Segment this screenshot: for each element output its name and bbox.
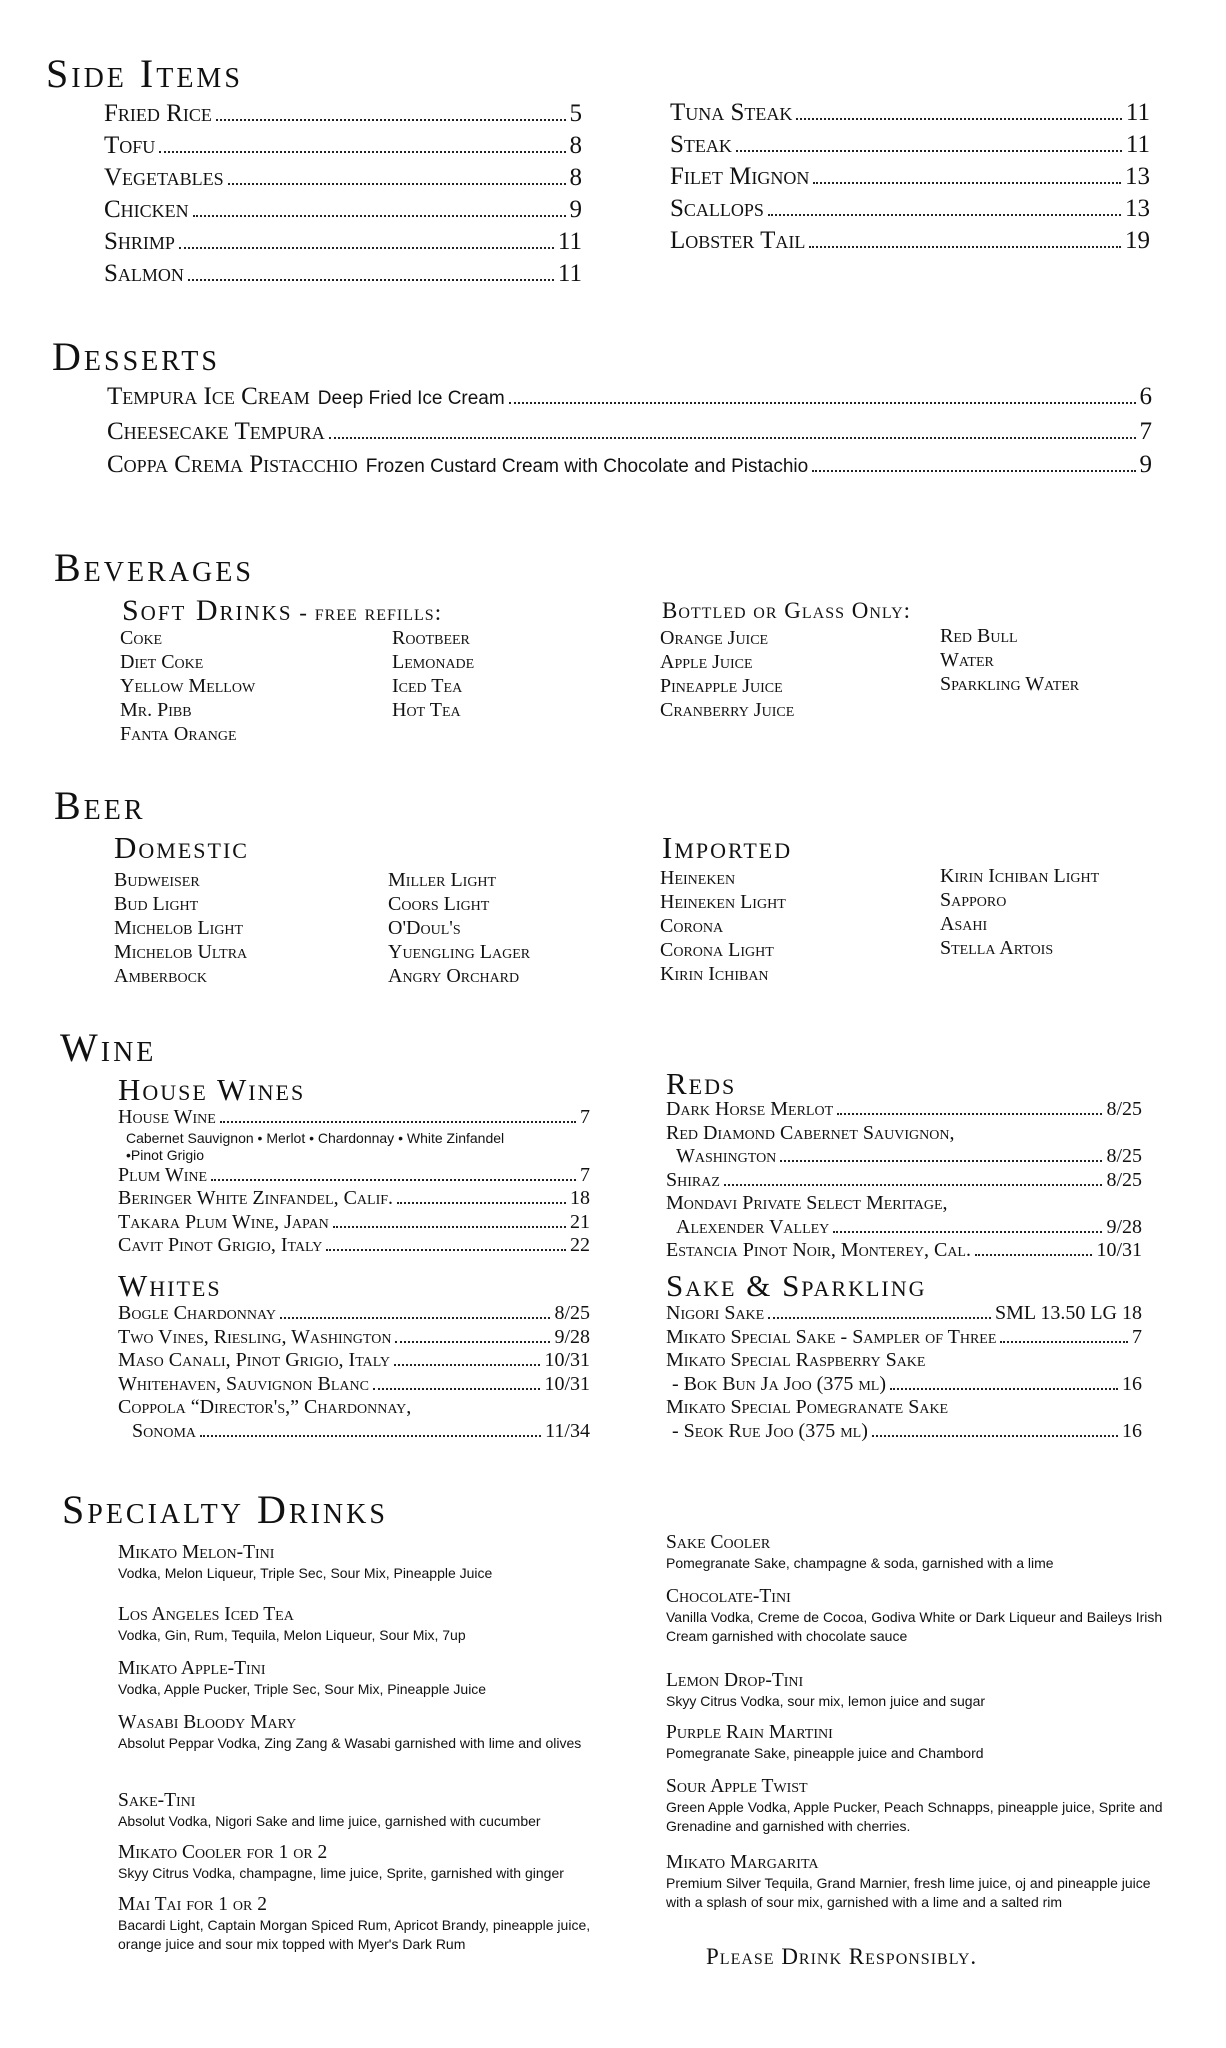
menu-item — [670, 97, 1150, 129]
desserts-title: Desserts — [52, 334, 220, 379]
dot-leader — [1000, 1341, 1128, 1343]
item-name: Alexender Valley — [676, 1215, 830, 1238]
domestic-col2 — [388, 868, 530, 988]
item-name: Plum Wine — [118, 1163, 208, 1186]
menu-item — [118, 1106, 590, 1130]
list-item: Corona — [660, 915, 724, 937]
item-name: - Bok Bun Ja Joo (375 ml) — [672, 1372, 886, 1395]
menu-item — [666, 1373, 1142, 1397]
whites-title: Whites — [118, 1268, 222, 1303]
item-price: 11 — [557, 228, 582, 255]
list-item: Asahi — [940, 913, 988, 935]
drink-description: Pomegranate Sake, champagne & soda, garnished with a lime — [666, 1555, 1054, 1571]
item-name: Two Vines, Riesling, Washington — [118, 1325, 392, 1348]
list-item: Cranberry Juice — [660, 699, 795, 721]
menu-item — [666, 1302, 1142, 1326]
dot-leader — [812, 470, 1135, 472]
menu-item — [104, 130, 582, 162]
drink-name: Mikato Apple-Tini — [118, 1658, 266, 1679]
beer-title: Beer — [54, 783, 146, 828]
drink-description: Vanilla Vodka, Creme de Cocoa, Godiva White or Dark Liqueur and Baileys Irish Cream garnished with chocolate sauce — [666, 1609, 1163, 1644]
item-price: 13 — [1125, 195, 1150, 222]
list-item: Sparkling Water — [940, 673, 1080, 695]
dot-leader — [872, 1435, 1118, 1437]
drink-name: Purple Rain Martini — [666, 1722, 833, 1743]
dot-leader — [193, 215, 566, 217]
list-item: Miller Light — [388, 869, 497, 891]
item-name: - Seok Rue Joo (375 ml) — [672, 1419, 868, 1442]
item-price: 18 — [570, 1187, 590, 1209]
item-price: 7 — [1132, 1325, 1142, 1348]
item-price: SML 13.50 LG 18 — [994, 1302, 1142, 1324]
item-price: 8/25 — [554, 1302, 590, 1324]
dot-leader — [333, 1226, 566, 1228]
item-name: Vegetables — [104, 164, 224, 191]
list-item: Diet Coke — [120, 651, 204, 673]
house-wines-list — [118, 1106, 590, 1258]
dot-leader — [975, 1254, 1092, 1256]
item-price: 9 — [569, 196, 582, 223]
menu-item-name-line: Mondavi Private Select Meritage, — [666, 1192, 948, 1214]
item-name: Mikato Special Sake - Sampler of Three — [666, 1325, 997, 1348]
menu-item-name-line: Mikato Special Pomegranate Sake — [666, 1396, 949, 1418]
item-price: 8/25 — [1106, 1098, 1142, 1120]
dot-leader — [373, 1388, 540, 1390]
dot-leader — [724, 1184, 1103, 1186]
soft-drinks-subtitle: - free refills: — [292, 600, 443, 625]
drink-description: Green Apple Vodka, Apple Pucker, Peach Schnapps, pineapple juice, Sprite and Grenadine and garnished with cherries. — [666, 1799, 1163, 1834]
desserts-list — [107, 380, 1152, 483]
bottled-title: Bottled or Glass Only: — [662, 598, 912, 623]
drink-description: Absolut Peppar Vodka, Zing Zang & Wasabi garnished with lime and olives — [118, 1735, 582, 1751]
item-name: Chicken — [104, 196, 189, 223]
menu-item — [666, 1239, 1142, 1263]
dot-leader — [395, 1341, 550, 1343]
list-item: Water — [940, 649, 994, 671]
list-item: Coke — [120, 627, 163, 649]
item-price: 21 — [570, 1210, 590, 1233]
bottled-col1 — [660, 626, 794, 722]
menu-item-name-line: Coppola “Director's,” Chardonnay, — [118, 1396, 412, 1418]
menu-item — [104, 162, 582, 194]
list-item: Yuengling Lager — [388, 941, 531, 963]
item-name: Fried Rice — [104, 100, 212, 127]
menu-item — [670, 129, 1150, 161]
item-name: Steak — [670, 131, 732, 158]
item-price: 9/28 — [554, 1325, 590, 1348]
soft-drinks-heading — [122, 596, 442, 626]
menu-item — [118, 1187, 590, 1211]
specialty-item — [666, 1532, 1166, 1573]
domestic-title: Domestic — [114, 830, 249, 865]
list-item: Kirin Ichiban Light — [940, 865, 1100, 887]
side-items-right — [670, 97, 1150, 257]
dot-leader — [780, 1160, 1102, 1162]
item-name: Cavit Pinot Grigio, Italy — [118, 1234, 323, 1256]
menu-item — [118, 1302, 590, 1326]
item-name: Cheesecake Tempura — [107, 418, 325, 445]
dot-leader — [159, 151, 565, 153]
menu-item-name-line: Mikato Special Raspberry Sake — [666, 1349, 926, 1371]
specialty-item — [118, 1790, 608, 1831]
item-name: Sonoma — [132, 1419, 197, 1442]
dot-leader — [813, 182, 1121, 184]
item-price: 16 — [1122, 1419, 1142, 1442]
item-name: Lobster Tail — [670, 227, 806, 254]
drink-description: Pomegranate Sake, pineapple juice and Chambord — [666, 1745, 984, 1761]
imported-col1 — [660, 866, 786, 986]
sake-title: Sake & Sparkling — [666, 1268, 927, 1303]
item-name: Shrimp — [104, 228, 175, 255]
dot-leader — [228, 183, 566, 185]
list-item: Coors Light — [388, 893, 490, 915]
wine-title: Wine — [60, 1025, 157, 1070]
item-price: 10/31 — [544, 1349, 590, 1371]
menu-item — [118, 1211, 590, 1235]
menu-item — [118, 1349, 590, 1373]
menu-item — [104, 194, 582, 226]
item-name: Tempura Ice Cream — [107, 383, 310, 410]
list-item: Yellow Mellow — [120, 675, 256, 697]
menu-item — [666, 1216, 1142, 1240]
list-item: Rootbeer — [392, 627, 470, 649]
list-item: Kirin Ichiban — [660, 963, 769, 985]
list-item: Amberbock — [114, 965, 208, 987]
dot-leader — [179, 247, 554, 249]
menu-item — [666, 1098, 1142, 1122]
drink-description: Vodka, Gin, Rum, Tequila, Melon Liqueur, Sour Mix, 7up — [118, 1627, 466, 1643]
item-price: 13 — [1125, 163, 1150, 190]
soft-drinks-title: Soft Drinks — [122, 594, 293, 627]
imported-col2 — [940, 864, 1099, 960]
reds-title: Reds — [666, 1066, 737, 1101]
item-name: Washington — [676, 1145, 777, 1167]
menu-item — [666, 1420, 1142, 1444]
bottled-col2 — [940, 624, 1079, 696]
menu-item — [670, 193, 1150, 225]
menu-item — [666, 1145, 1142, 1169]
menu-item — [118, 1164, 590, 1188]
item-name: Salmon — [104, 260, 184, 287]
dot-leader — [736, 150, 1122, 152]
domestic-col1 — [114, 868, 247, 988]
item-price: 7 — [580, 1106, 590, 1128]
item-price: 8/25 — [1106, 1145, 1142, 1167]
dot-leader — [188, 279, 554, 281]
footer-note: Please Drink Responsibly. — [706, 1944, 978, 1969]
list-item: Red Bull — [940, 625, 1018, 647]
drink-description: Vodka, Apple Pucker, Triple Sec, Sour Mix, Pineapple Juice — [118, 1681, 487, 1697]
dot-leader — [809, 246, 1121, 248]
list-item: Hot Tea — [392, 699, 461, 721]
dot-leader — [509, 402, 1136, 404]
dot-leader — [326, 1249, 566, 1251]
item-name: Maso Canali, Pinot Grigio, Italy — [118, 1349, 391, 1371]
menu-item — [118, 1234, 590, 1258]
item-price: 9 — [1139, 451, 1152, 478]
item-price: 19 — [1125, 227, 1150, 254]
house-wines-title: House Wines — [118, 1072, 306, 1107]
drink-name: Mai Tai for 1 or 2 — [118, 1894, 268, 1915]
list-item: Iced Tea — [392, 675, 463, 697]
item-name: Coppa Crema Pistacchio — [107, 451, 358, 478]
specialty-item — [666, 1722, 1166, 1763]
list-item: Stella Artois — [940, 937, 1054, 959]
dot-leader — [837, 1113, 1102, 1115]
drink-description: Bacardi Light, Captain Morgan Spiced Rum, Apricot Brandy, pineapple juice, orange juice and sour mix topped with Myer's Dark Rum — [118, 1917, 591, 1952]
menu-item — [670, 161, 1150, 193]
menu-item — [666, 1169, 1142, 1193]
item-price: 10/31 — [544, 1372, 590, 1395]
side-items-title: Side Items — [46, 51, 243, 96]
dot-leader — [768, 1317, 991, 1319]
menu-item — [107, 380, 1152, 415]
item-name: Estancia Pinot Noir, Monterey, Cal. — [666, 1239, 971, 1261]
item-price: 22 — [570, 1234, 590, 1256]
dot-leader — [394, 1364, 540, 1366]
menu-item — [118, 1420, 590, 1444]
drink-name: Los Angeles Iced Tea — [118, 1604, 294, 1625]
drink-name: Chocolate-Tini — [666, 1586, 791, 1607]
drink-description: Absolut Vodka, Nigori Sake and lime juice, garnished with cucumber — [118, 1813, 541, 1829]
menu-item — [104, 226, 582, 258]
specialty-item — [666, 1670, 1166, 1711]
drink-description: Premium Silver Tequila, Grand Marnier, fresh lime juice, oj and pineapple juice with a splash of sour mix, garnished with a lime and a salted rim — [666, 1875, 1151, 1910]
list-item: Apple Juice — [660, 651, 753, 673]
item-name: House Wine — [118, 1106, 216, 1128]
list-item: Corona Light — [660, 939, 774, 961]
drink-name: Sake-Tini — [118, 1790, 196, 1811]
soft-drinks-col1 — [120, 626, 255, 746]
item-description: Frozen Custard Cream with Chocolate and Pistachio — [365, 456, 809, 477]
specialty-item — [666, 1776, 1166, 1836]
specialty-item — [118, 1894, 608, 1954]
list-item: Orange Juice — [660, 627, 769, 649]
item-price: 6 — [1139, 383, 1152, 410]
item-name: Takara Plum Wine, Japan — [118, 1210, 329, 1233]
whites-list — [118, 1302, 590, 1443]
item-price: 8 — [569, 164, 582, 191]
dot-leader — [216, 119, 566, 121]
item-price: 7 — [580, 1163, 590, 1186]
item-name: Scallops — [670, 195, 764, 222]
item-price: 11/34 — [545, 1419, 590, 1442]
specialty-item — [666, 1586, 1166, 1646]
item-description: Cabernet Sauvignon • Merlot • Chardonnay • White Zinfandel •Pinot Grigio — [126, 1129, 505, 1163]
specialty-item — [118, 1658, 608, 1699]
menu-item — [670, 225, 1150, 257]
side-items-left — [104, 98, 582, 290]
drink-name: Mikato Margarita — [666, 1852, 819, 1873]
item-price: 8/25 — [1106, 1168, 1142, 1191]
item-name: Dark Horse Merlot — [666, 1098, 834, 1120]
dot-leader — [329, 437, 1136, 439]
list-item: Mr. Pibb — [120, 699, 192, 721]
specialty-item — [666, 1852, 1176, 1912]
menu-item — [118, 1373, 590, 1397]
menu-item — [666, 1326, 1142, 1350]
dot-leader — [220, 1121, 576, 1123]
dot-leader — [768, 214, 1121, 216]
specialty-title: Specialty Drinks — [62, 1487, 388, 1532]
list-item: Budweiser — [114, 869, 200, 891]
list-item: Heineken — [660, 867, 736, 889]
menu-item — [104, 98, 582, 130]
imported-title: Imported — [662, 830, 793, 865]
item-name: Tuna Steak — [670, 99, 793, 126]
list-item: Bud Light — [114, 893, 199, 915]
item-name: Bogle Chardonnay — [118, 1302, 276, 1324]
dot-leader — [833, 1231, 1102, 1233]
item-name: Nigori Sake — [666, 1302, 765, 1324]
list-item: Lemonade — [392, 651, 475, 673]
item-description: Deep Fried Ice Cream — [317, 388, 505, 409]
list-item: Sapporo — [940, 889, 1007, 911]
list-item: Heineken Light — [660, 891, 786, 913]
item-price: 11 — [1125, 99, 1150, 126]
specialty-item — [118, 1542, 608, 1583]
list-item: Michelob Light — [114, 917, 244, 939]
item-name: Beringer White Zinfandel, Calif. — [118, 1187, 394, 1209]
beverages-title: Beverages — [54, 545, 254, 590]
dot-leader — [796, 118, 1122, 120]
sake-list — [666, 1302, 1142, 1443]
item-price: 11 — [1125, 131, 1150, 158]
drink-name: Lemon Drop-Tini — [666, 1670, 804, 1691]
specialty-item — [118, 1604, 608, 1645]
item-name: Shiraz — [666, 1168, 720, 1191]
drink-name: Sour Apple Twist — [666, 1776, 808, 1797]
specialty-item — [118, 1712, 598, 1753]
item-price: 11 — [557, 260, 582, 287]
item-name: Tofu — [104, 132, 156, 159]
specialty-item — [118, 1842, 608, 1883]
item-price: 7 — [1139, 418, 1152, 445]
dot-leader — [280, 1317, 550, 1319]
menu-item — [104, 258, 582, 290]
item-price: 8 — [569, 132, 582, 159]
drink-name: Sake Cooler — [666, 1532, 771, 1553]
list-item: Angry Orchard — [388, 965, 520, 987]
drink-name: Mikato Melon-Tini — [118, 1542, 275, 1563]
list-item: O'Doul's — [388, 917, 461, 939]
menu-item-name-line: Red Diamond Cabernet Sauvignon, — [666, 1121, 955, 1144]
drink-description: Vodka, Melon Liqueur, Triple Sec, Sour Mix, Pineapple Juice — [118, 1565, 493, 1581]
dot-leader — [890, 1388, 1118, 1390]
item-price: 16 — [1122, 1372, 1142, 1395]
item-name: Whitehaven, Sauvignon Blanc — [118, 1372, 369, 1395]
dot-leader — [397, 1202, 566, 1204]
dot-leader — [200, 1435, 541, 1437]
menu-item — [107, 415, 1152, 448]
reds-list — [666, 1098, 1142, 1263]
drink-name: Wasabi Bloody Mary — [118, 1712, 297, 1733]
item-price: 9/28 — [1106, 1215, 1142, 1238]
dot-leader — [211, 1179, 576, 1181]
item-price: 10/31 — [1096, 1239, 1142, 1261]
list-item: Fanta Orange — [120, 723, 237, 745]
menu-item — [118, 1326, 590, 1350]
list-item: Michelob Ultra — [114, 941, 248, 963]
menu-item — [107, 448, 1152, 483]
drink-description: Skyy Citrus Vodka, champagne, lime juice, Sprite, garnished with ginger — [118, 1865, 564, 1881]
list-item: Pineapple Juice — [660, 675, 783, 697]
item-name: Filet Mignon — [670, 163, 810, 190]
drink-description: Skyy Citrus Vodka, sour mix, lemon juice and sugar — [666, 1693, 986, 1709]
soft-drinks-col2 — [392, 626, 474, 722]
drink-name: Mikato Cooler for 1 or 2 — [118, 1842, 328, 1863]
item-price: 5 — [569, 100, 582, 127]
